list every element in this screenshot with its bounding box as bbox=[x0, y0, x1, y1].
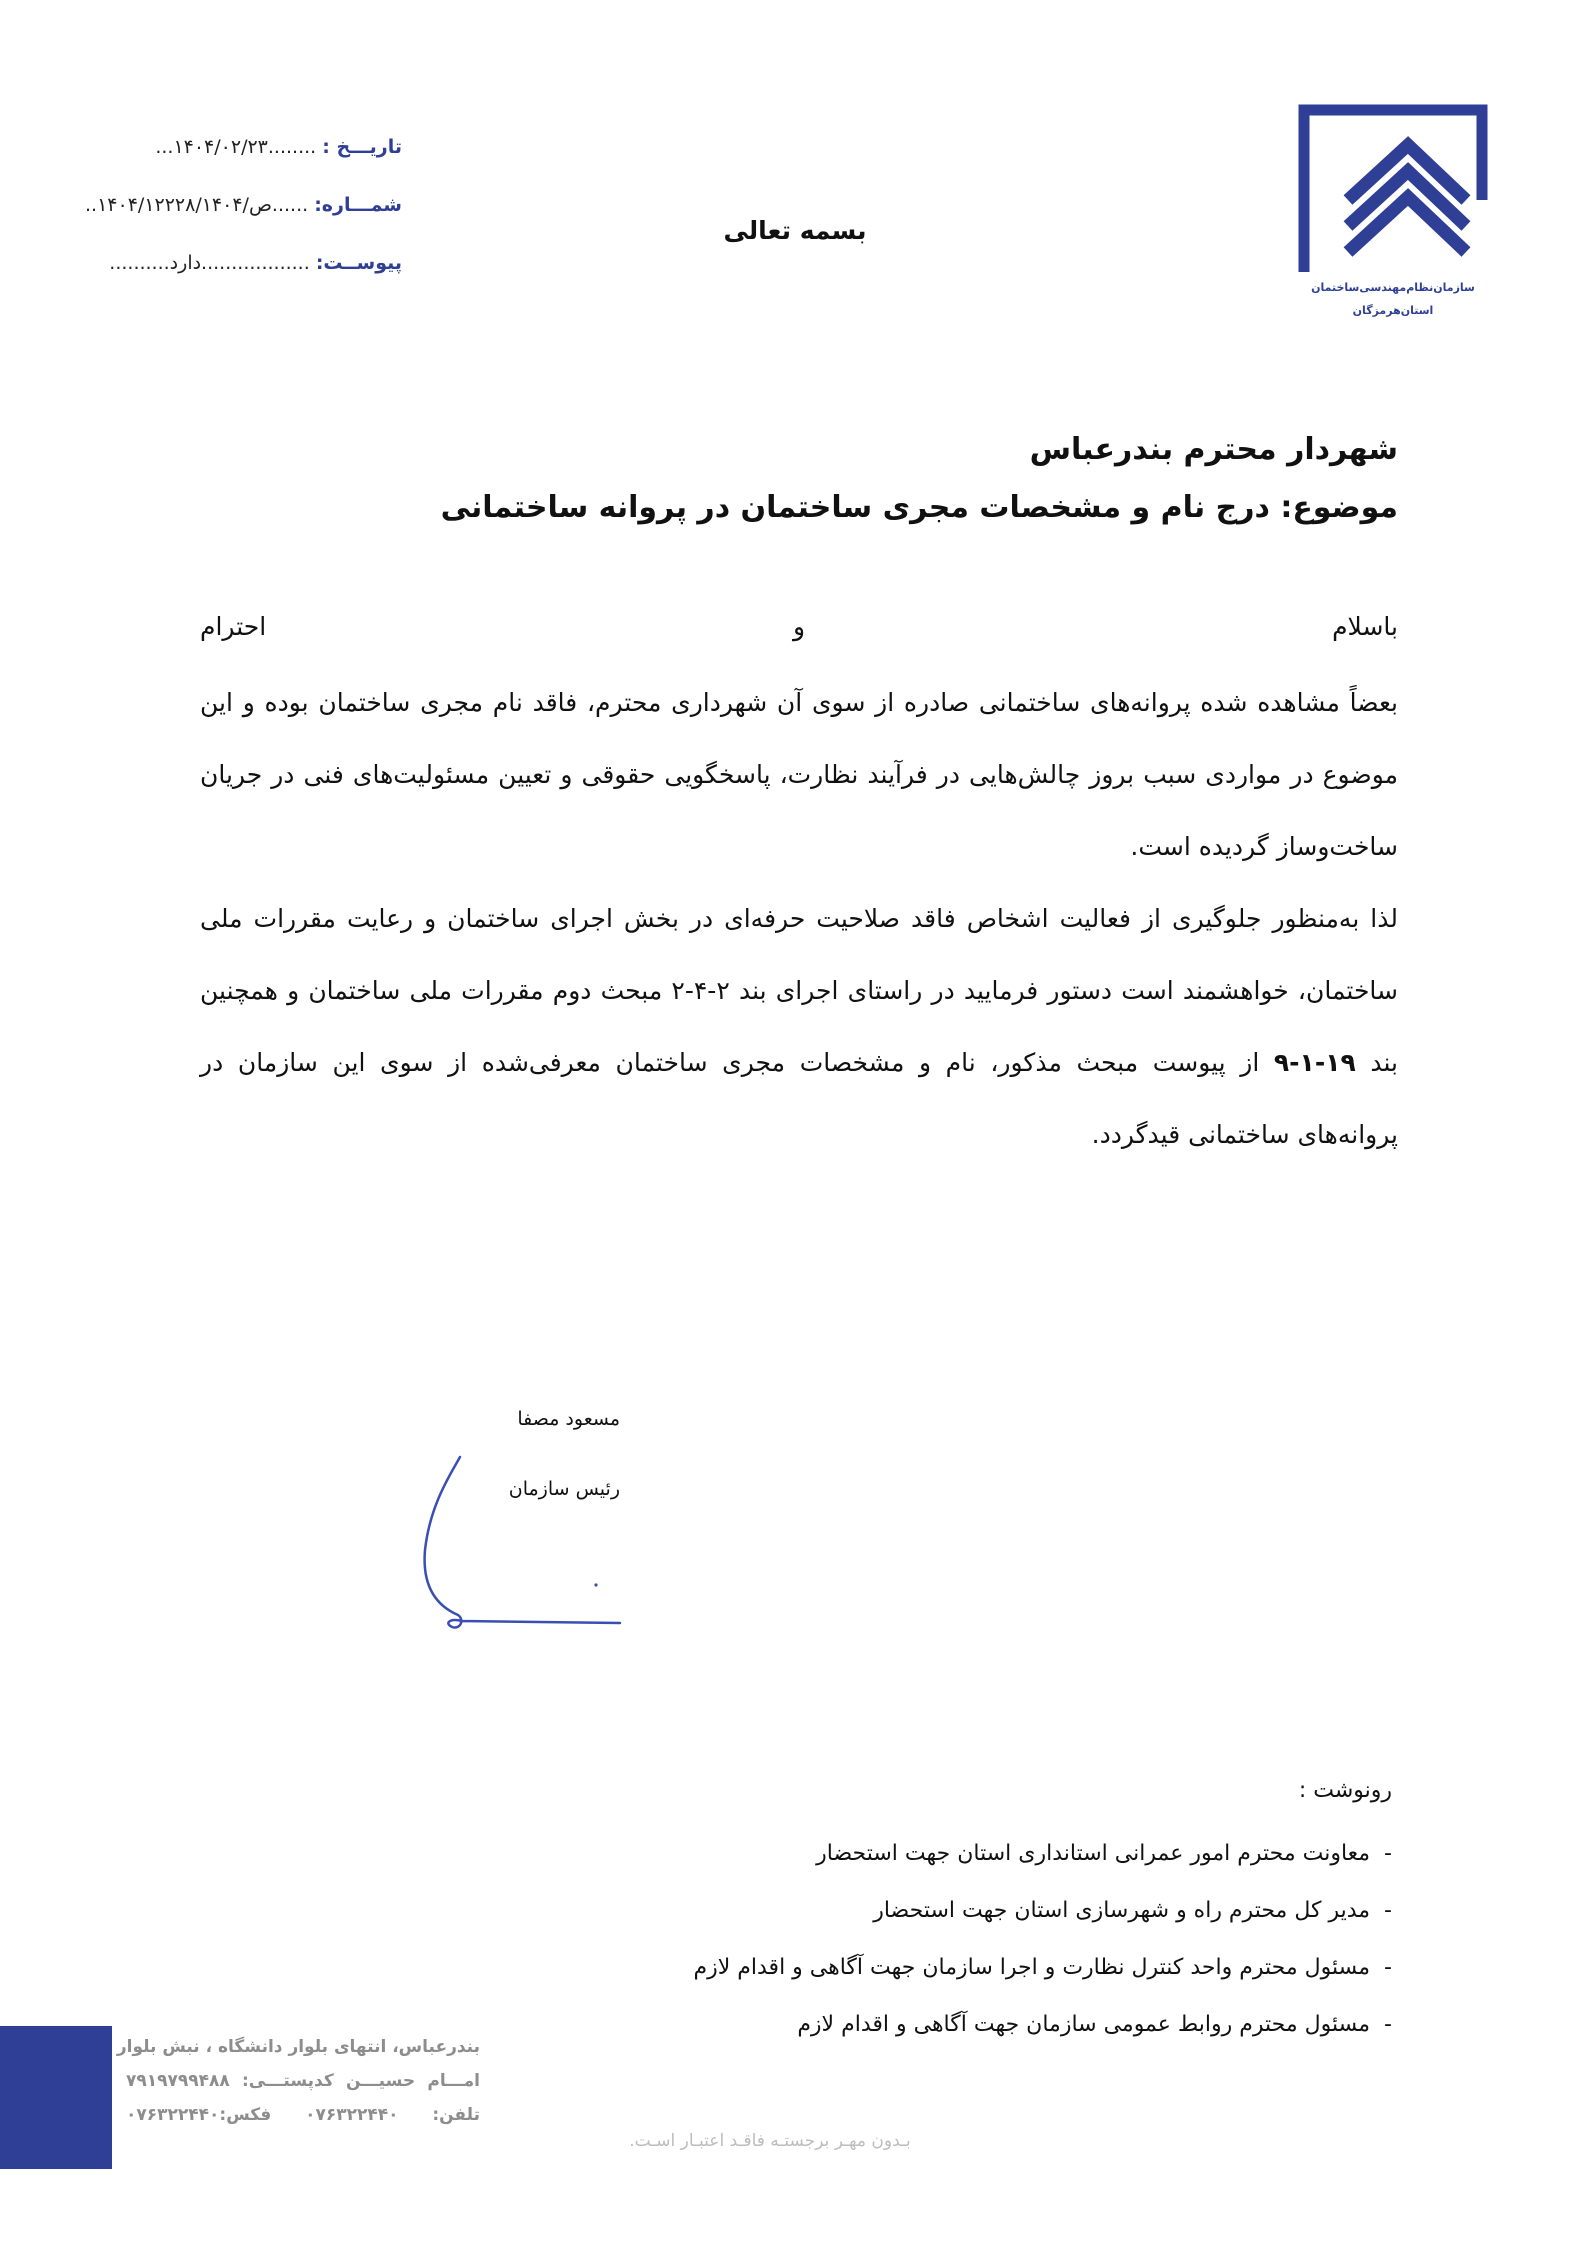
body-paragraph-2 bbox=[200, 883, 1398, 1171]
cc-heading: رونوشت : bbox=[1298, 1778, 1392, 1803]
footer-address-line-1: بندرعباس، انتهای بلوار دانشگاه ، نبش بلوار bbox=[116, 2037, 480, 2057]
date-value: ........۱۴۰۴/۰۲/۲۳... bbox=[155, 136, 317, 158]
cc-dash: - bbox=[1384, 1841, 1392, 1866]
greeting-word-respect: احترام bbox=[200, 612, 267, 641]
cc-item-text: مسئول محترم واحد کنترل نظارت و اجرا سازمان جهت آگاهی و اقدام لازم bbox=[693, 1955, 1371, 1980]
cc-dash: - bbox=[1384, 1955, 1392, 1980]
footer-address-line-3: تلفن: ۰۷۶۳۲۲۴۴۰ فکس:۰۷۶۳۲۲۴۴۰ bbox=[126, 2105, 480, 2125]
attachment-row bbox=[109, 251, 402, 275]
number-value: ......ص/۱۴۰۴/۱۲۲۲۸/۱۴۰۴.. bbox=[84, 194, 309, 216]
addressee: شهردار محترم بندرعباس bbox=[1029, 432, 1398, 467]
signer-title: رئیس سازمان bbox=[508, 1478, 620, 1500]
logo-caption-line1: سازمان‌نظام‌مهندسی‌ساختمان bbox=[1311, 281, 1475, 294]
greeting bbox=[200, 612, 1398, 656]
building-engineering-logo-icon bbox=[1298, 102, 1488, 277]
logo-caption-line2: استان‌هرمزگان bbox=[1352, 304, 1434, 317]
footer-address bbox=[116, 2030, 480, 2132]
cc-item-text: معاونت محترم امور عمرانی استانداری استان جهت استحضار bbox=[816, 1841, 1371, 1866]
footer-accent-bar bbox=[0, 2026, 112, 2169]
organization-logo bbox=[1298, 102, 1488, 332]
bismillah-heading: بسمه تعالی bbox=[723, 216, 867, 245]
paragraph-2-part-2: از پیوست مبحث مذکور، نام و مشخصات مجری ساختمان معرفی‌شده از سوی این سازمان در پروانه‌های ساختمانی قیدگردد. bbox=[200, 1048, 1398, 1149]
number-label: شمـــاره: bbox=[314, 194, 402, 216]
cc-dash: - bbox=[1384, 1898, 1392, 1923]
date-label: تاریـــخ : bbox=[322, 136, 402, 158]
attachment-label: پیوســت: bbox=[315, 252, 402, 274]
attachment-value: ..................دارد.......... bbox=[109, 252, 310, 274]
cc-list bbox=[492, 1825, 1392, 2053]
clause-number: ۱۹-۱-۹ bbox=[1273, 1048, 1356, 1077]
letter-body bbox=[200, 667, 1398, 1171]
cc-item bbox=[492, 1996, 1392, 2053]
cc-item bbox=[492, 1882, 1392, 1939]
signer-name: مسعود مصفا bbox=[517, 1408, 620, 1430]
handwritten-signature-icon bbox=[410, 1455, 630, 1655]
cc-item bbox=[492, 1939, 1392, 1996]
cc-dash: - bbox=[1384, 2012, 1392, 2037]
body-paragraph-1: بعضاً مشاهده شده پروانه‌های ساختمانی صادره از سوی آن شهرداری محترم، فاقد نام مجری ساختمان بوده و این موضوع در مواردی سبب بروز چالش‌هایی در فرآیند نظارت، پاسخگویی حقوقی و تعیین مسئولیت‌های فنی در جریان ساخت‌وساز گردیده است. bbox=[200, 688, 1398, 861]
greeting-word-and: و bbox=[793, 612, 806, 641]
cc-item bbox=[492, 1825, 1392, 1882]
date-row bbox=[112, 135, 402, 159]
cc-item-text: مدیر کل محترم راه و شهرسازی استان جهت استحضار bbox=[873, 1898, 1371, 1923]
cc-item-text: مسئول محترم روابط عمومی سازمان جهت آگاهی و اقدام لازم bbox=[797, 2012, 1371, 2037]
paragraph-2-part-1: لذا به‌منظور جلوگیری از فعالیت اشخاص فاقد صلاحیت حرفه‌ای در بخش اجرای ساختمان و رعایت مقررات ملی ساختمان، خواهشمند است دستور فرمایید در راستای اجرای بند ۲-۴-۲ مبحث دوم مقررات ملی ساختمان و همچنین بند bbox=[200, 904, 1398, 1077]
greeting-word-salam: باسلام bbox=[1332, 612, 1398, 641]
subject-line: موضوع: درج نام و مشخصات مجری ساختمان در پروانه ساختمانی bbox=[440, 490, 1398, 525]
number-row bbox=[84, 193, 402, 217]
footer-address-line-2: امـــام حسیـــن کدپستـــی: ۷۹۱۹۷۹۹۴۸۸ bbox=[126, 2071, 480, 2091]
stamp-validity-note: بـدون مهـر برجستـه فاقـد اعتبـار اسـت. bbox=[629, 2131, 911, 2151]
